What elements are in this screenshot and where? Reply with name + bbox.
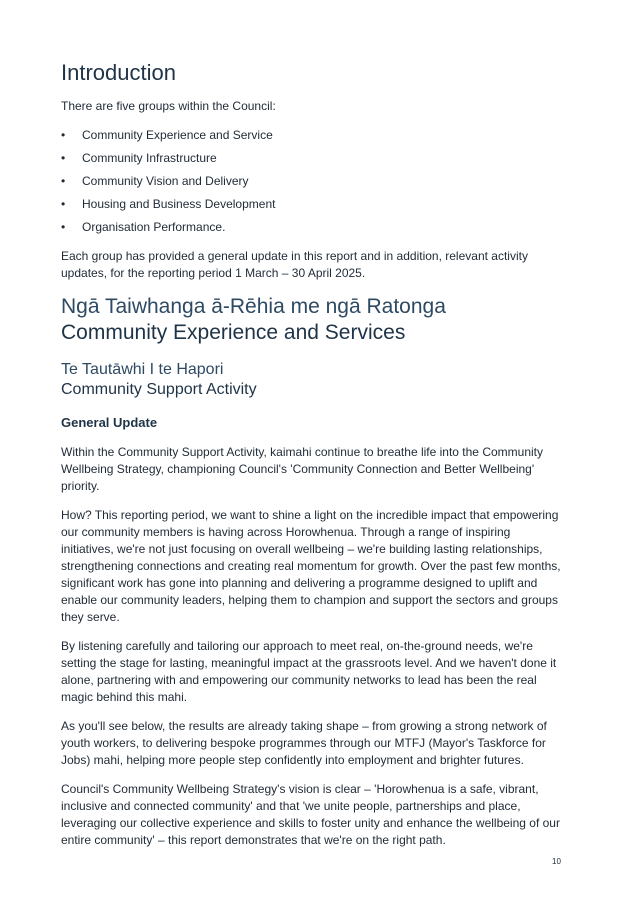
- bullet-icon: •: [61, 220, 66, 234]
- bullet-icon: •: [61, 151, 66, 165]
- group-name: Community Experience and Service: [82, 128, 273, 142]
- group-name: Housing and Business Development: [82, 197, 276, 211]
- bullet-icon: •: [61, 197, 66, 211]
- page-number: 10: [552, 857, 561, 866]
- list-item: [61, 219, 561, 236]
- bullet-icon: •: [61, 128, 66, 142]
- group-name: Community Infrastructure: [82, 151, 217, 165]
- paragraph: How? This reporting period, we want to shine a light on the incredible impact that empowering our community members is having across Horowhenua. Through a range of inspiring initiatives, we're not just focusing on overall wellbeing – we're building lasting relationships, strengthening connections and creating real momentum for growth. Over the past few months, significant work has gone into planning and delivering a programme designed to uplift and enable our community leaders, helping them to champion and support the sectors and groups they serve.: [61, 508, 561, 624]
- paragraph: Council's Community Wellbeing Strategy's vision is clear – 'Horowhenua is a safe, vibrant, inclusive and connected community' and that 'we unite people, partnerships and place, leveraging our collective experience and skills to foster unity and enhance the wellbeing of our entire community' – this report demonstrates that we're on the right path.: [61, 782, 560, 847]
- paragraph: As you'll see below, the results are already taking shape – from growing a strong network of youth workers, to delivering bespoke programmes through our MTFJ (Mayor's Taskforce for Jobs) mahi, helping more people step confidently into employment and brighter futures.: [61, 719, 547, 767]
- group-name: Organisation Performance.: [82, 220, 226, 234]
- introduction-lead: There are five groups within the Council:: [61, 99, 276, 113]
- paragraph: Within the Community Support Activity, kaimahi continue to breathe life into the Community Wellbeing Strategy, championing Council's 'Community Connection and Better Wellbeing' priority.: [61, 445, 543, 493]
- document-page: [61, 58, 561, 861]
- introduction-closing: Each group has provided a general update in this report and in addition, relevant activity updates, for the reporting period 1 March – 30 April 2025.: [61, 249, 528, 280]
- list-item: [61, 196, 561, 213]
- council-groups-list: [61, 127, 561, 236]
- general-update-heading: General Update: [61, 415, 158, 430]
- subsection-maori-title: Te Tautāwhi I te Hapori: [61, 361, 224, 378]
- list-item: [61, 173, 561, 190]
- group-name: Community Vision and Delivery: [82, 174, 249, 188]
- list-item: [61, 150, 561, 167]
- section-english-title: Community Experience and Services: [61, 321, 406, 344]
- paragraph: By listening carefully and tailoring our approach to meet real, on-the-ground needs, we're setting the stage for lasting, meaningful impact at the grassroots level. And we haven't done it alone, partnering with and empowering our community networks to lead has been the real magic behind this mahi.: [61, 639, 557, 704]
- subsection-english-title: Community Support Activity: [61, 381, 257, 398]
- list-item: [61, 127, 561, 144]
- bullet-icon: •: [61, 174, 66, 188]
- introduction-heading: Introduction: [61, 60, 176, 85]
- section-maori-title: Ngā Taiwhanga ā-Rēhia me ngā Ratonga: [61, 295, 446, 318]
